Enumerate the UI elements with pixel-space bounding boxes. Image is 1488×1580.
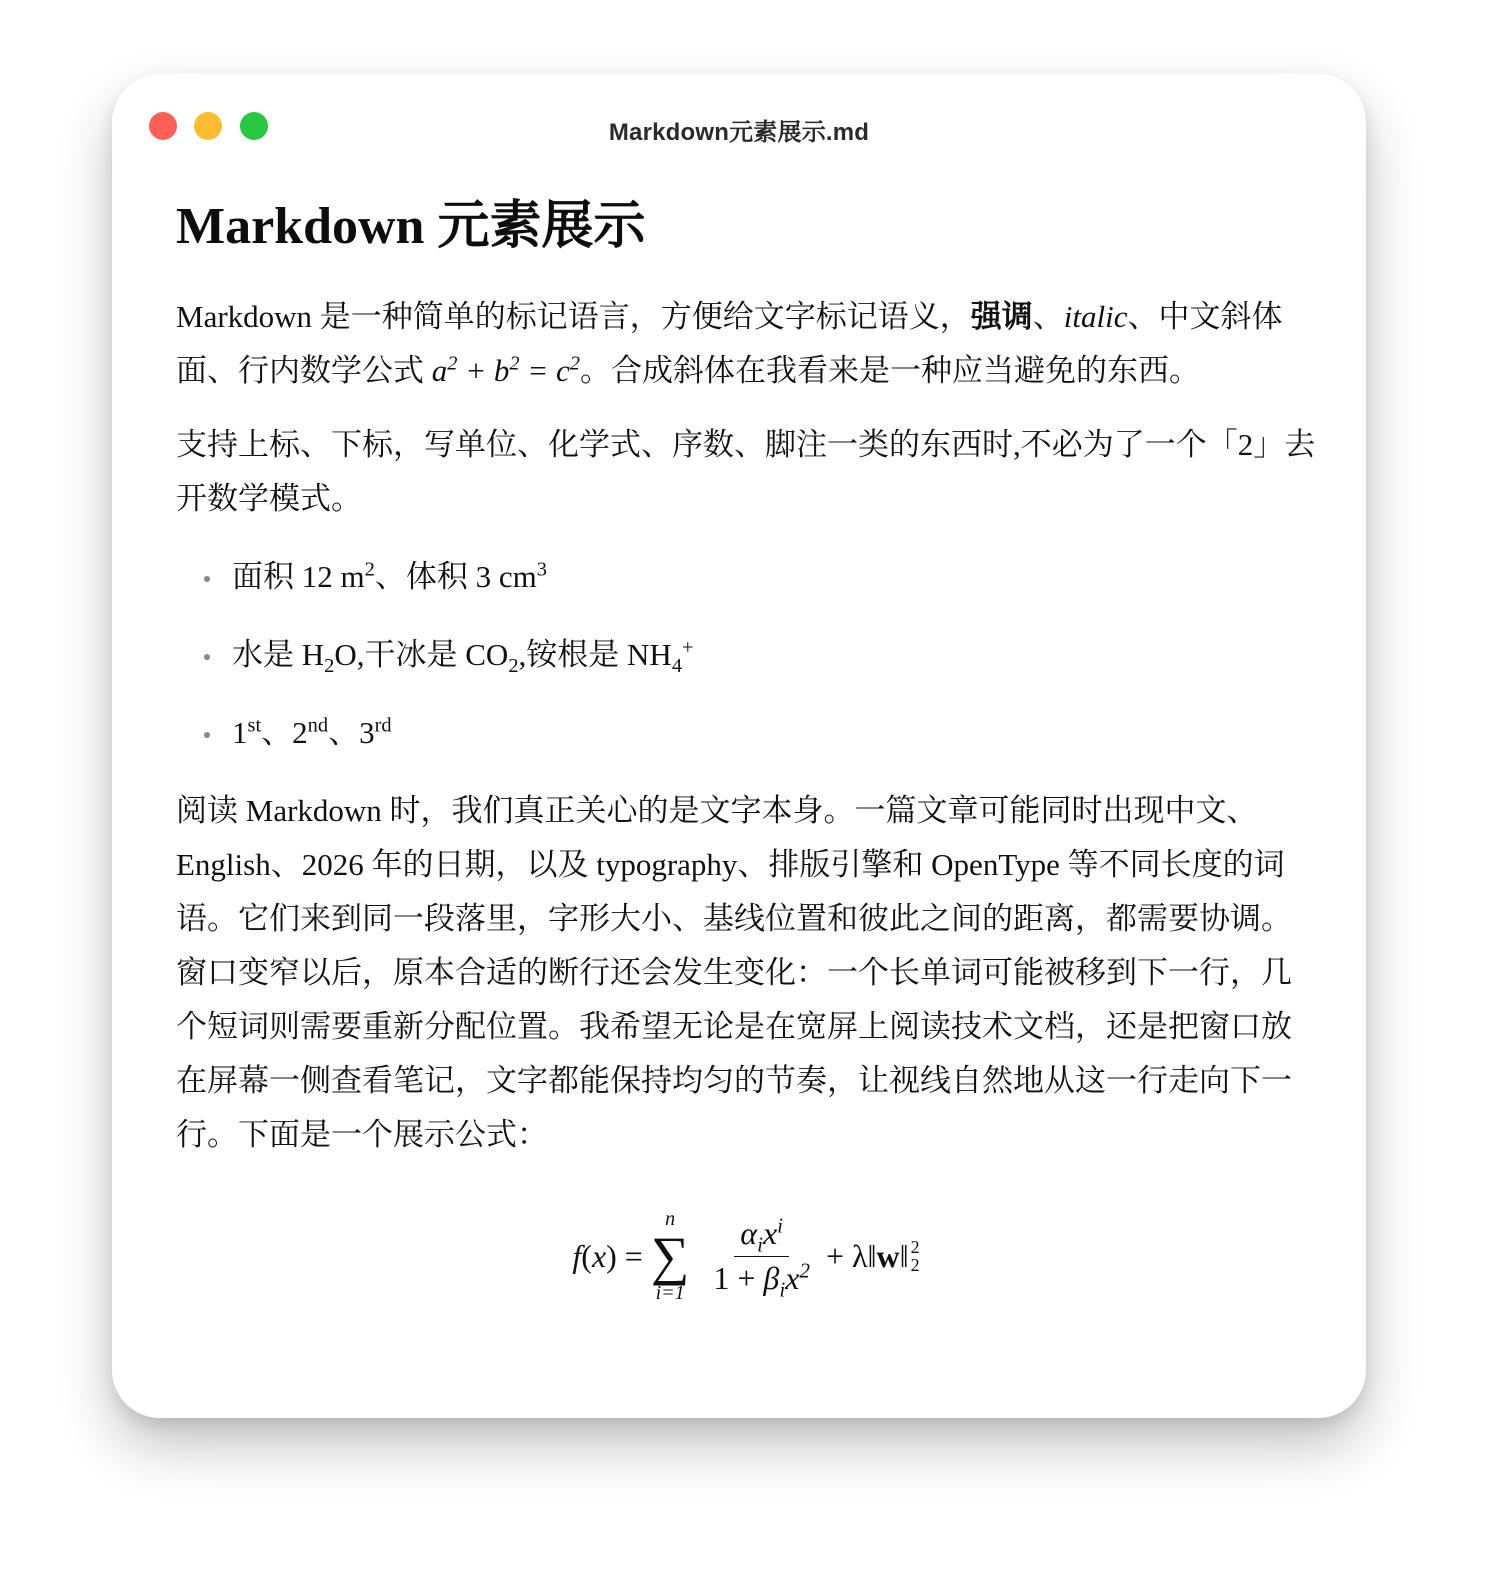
cjk-italic-text: 中文斜体面 [176,299,1283,388]
formula-lhs: f [572,1237,582,1274]
sigma-symbol: ∑ [650,1226,690,1286]
document-window [112,74,1366,1418]
intro-text: Markdown 是一种简单的标记语言，方便给文字标记语义， [176,299,971,334]
list-text: 水是 H [232,637,325,672]
formula-equals: = [624,1237,643,1274]
formula-lambda: λ‖ w ‖ 2 2 [852,1237,920,1275]
superscript: 3 [536,558,547,581]
superscript: 2 [364,558,375,581]
ordinal-number: 1 [232,715,248,750]
support-paragraph: 支持上标、下标，写单位、化学式、序数、脚注一类的东西时,不必为了一个「2」去开数学模式。 [176,427,1316,516]
formula-paren: ( [581,1237,592,1274]
list-text: 、体积 3 cm [374,559,537,594]
separator: 、 [1032,299,1064,334]
list-text: ,铵根是 NH [518,637,672,672]
intro-text: 。合成斜体在我看来是一种应当避免的东西。 [580,353,1201,388]
list-item [176,706,1316,760]
fraction-numerator: $\alpha_ix^i$ [734,1216,789,1256]
list-item [176,628,1316,682]
superscript: + [682,636,694,659]
display-formula [176,1196,1316,1316]
window-title: Markdown元素展示.md [608,119,870,146]
summation [651,1209,690,1303]
bullet-icon [204,576,210,582]
bullet-icon [204,654,210,660]
superscript: st [247,714,262,737]
subscript: 4 [671,655,683,678]
italic-text: italic [1063,299,1128,334]
intro-text: 、行内数学公式 [207,353,432,388]
formula-plus: + [825,1237,845,1274]
document-content [176,186,1316,1316]
ordinal-number: 2 [292,715,308,750]
inline-math: $a^2 + b^2 = c^2$ [431,352,581,388]
sum-lower-limit: i=1 [655,1282,685,1304]
separator: 、 [1127,299,1159,334]
list-item [176,550,1316,604]
body-paragraph: 阅读 Markdown 时，我们真正关心的是文字本身。一篇文章可能同时出现中文、English、2026 年的日期，以及 typography、排版引擎和 OpenType 等不同长度的词语。它们来到同一段落里，字形大小、基线位置和彼此之间的距离，都需要协调。窗口变窄以后，原本合适的断行还会发生变化：一个长单词可能被移到下一行，几个短词则需要重新分配位置。我希望无论是在宽屏上阅读技术文档，还是把窗口放在屏幕一侧查看笔记，文字都能保持均匀的节奏，让视线自然地从这一行走向下一行。下面是一个展示公式： [176,793,1292,1152]
separator: 、 [328,715,360,750]
ordinal-number: 3 [359,715,375,750]
superscript: rd [374,714,392,737]
separator: 、 [261,715,293,750]
page-title: Markdown 元素展示 [176,198,646,255]
sum-upper-limit: n [665,1208,676,1230]
superscript: nd [307,714,329,737]
formula-paren: ) [606,1237,617,1274]
formula-var: x [591,1237,607,1274]
list-text: O,干冰是 CO [334,637,509,672]
title-bar[interactable] [112,74,1366,178]
bullet-icon [204,732,210,738]
subscript: 2 [324,655,335,678]
bold-text: 强调 [970,299,1033,334]
subscript: 2 [508,655,519,678]
fraction-denominator: $1 + \beta_ix^2$ [713,1257,810,1301]
bullet-list [176,550,1316,760]
fraction [707,1213,816,1301]
intro-paragraph [176,290,1316,398]
list-text: 面积 12 m [232,559,365,594]
